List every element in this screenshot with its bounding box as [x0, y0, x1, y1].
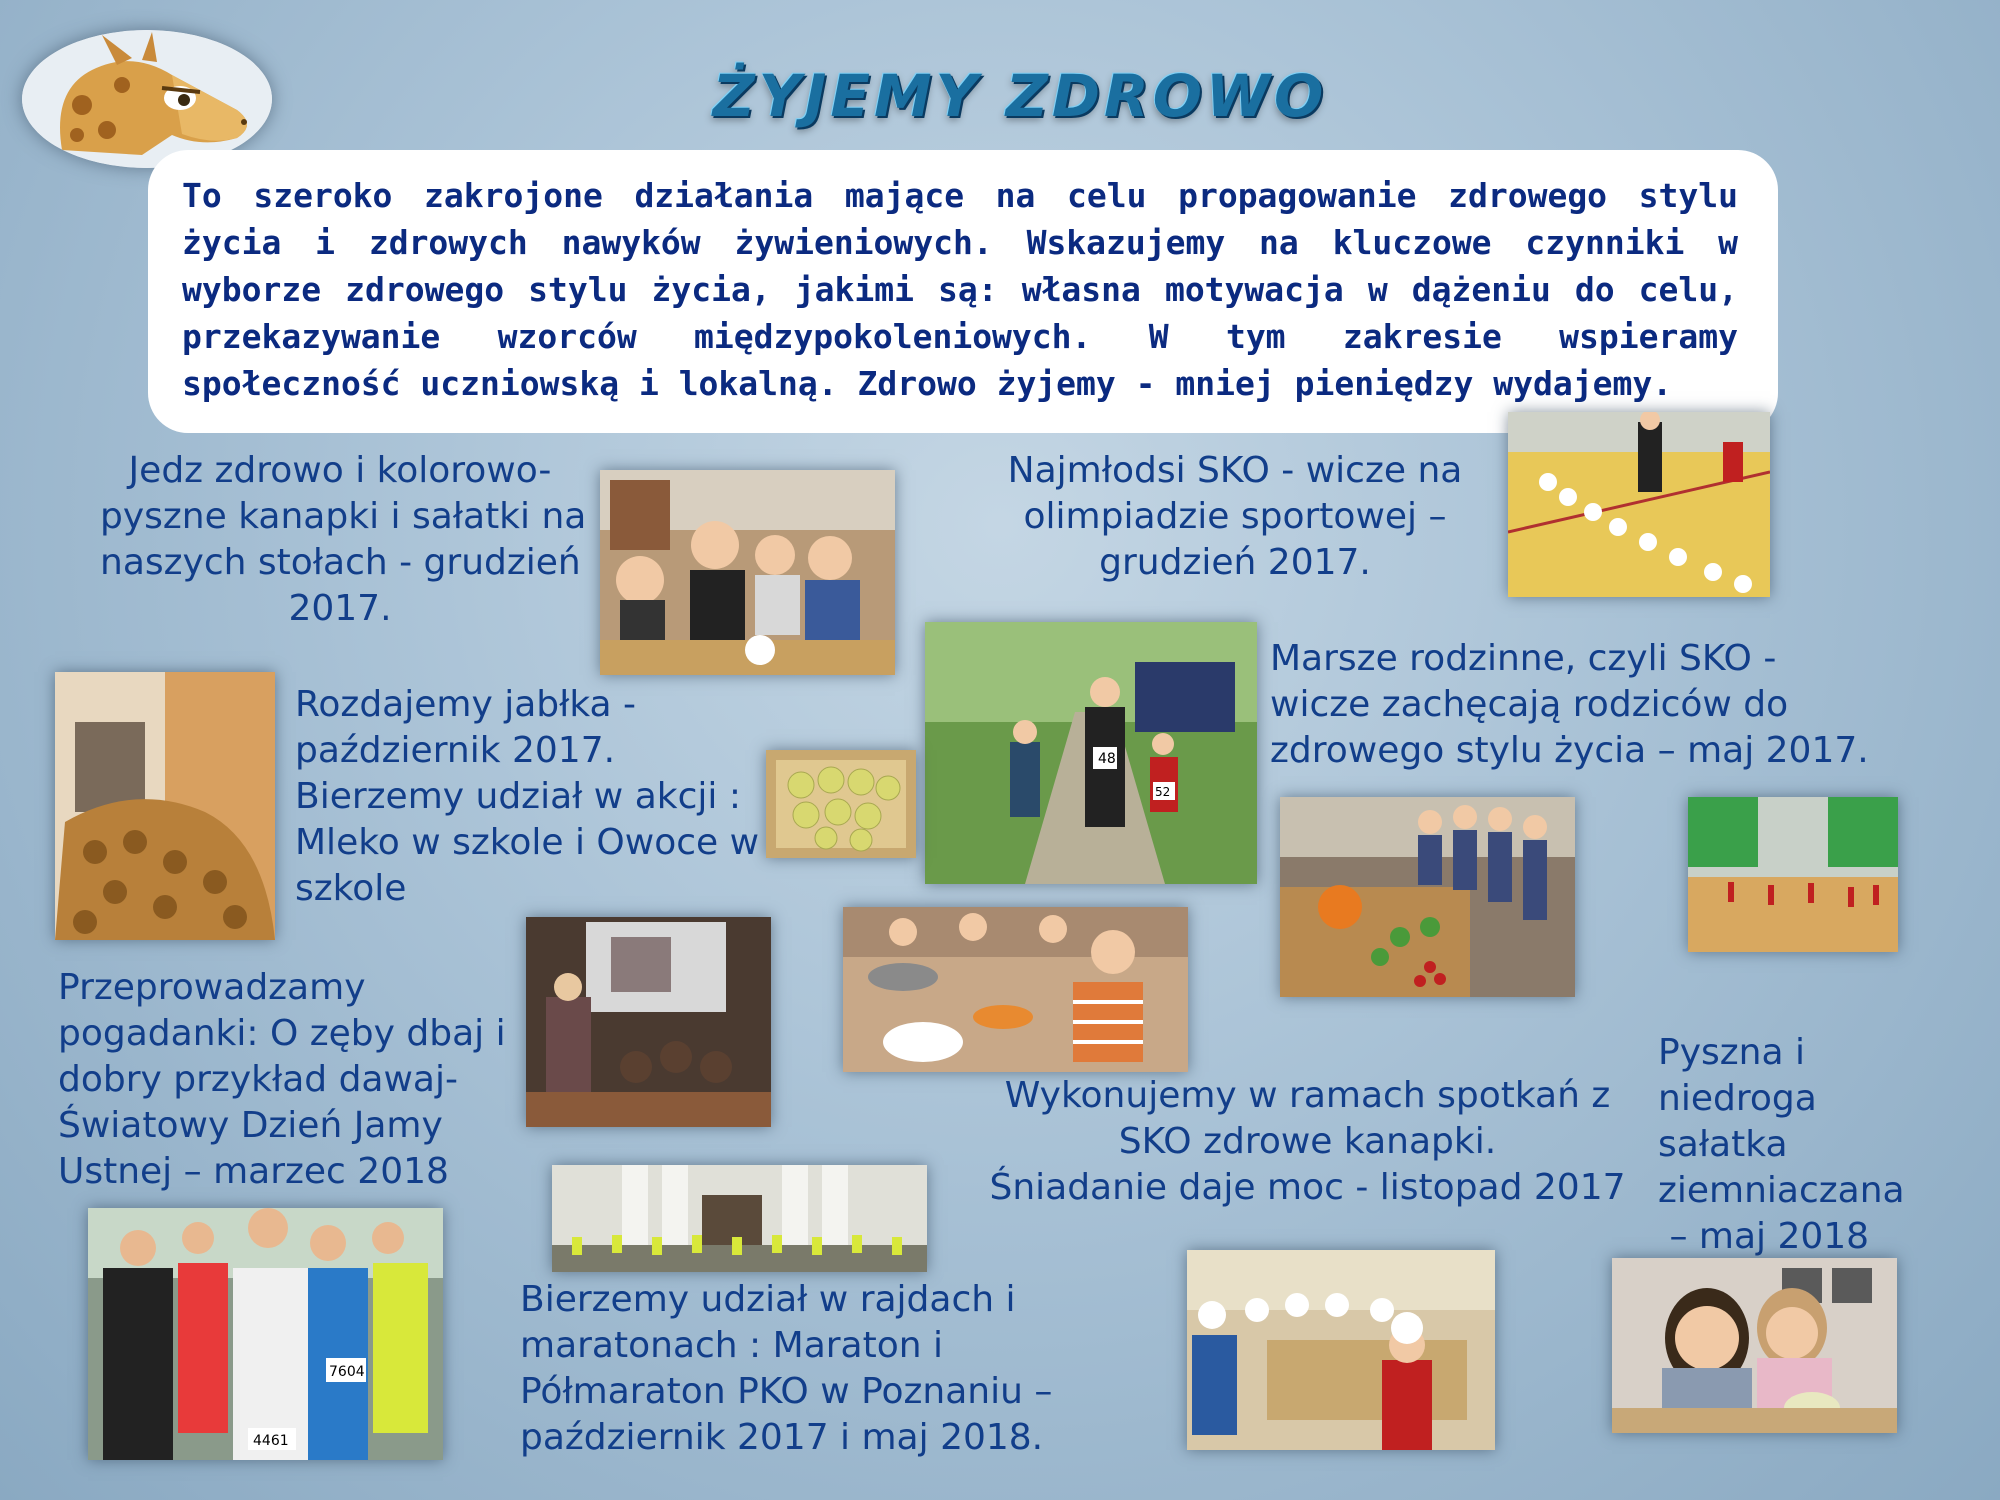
caption-line: grudzień 2017. — [1099, 542, 1371, 583]
caption-line: SKO zdrowe kanapki. — [1118, 1121, 1497, 1162]
caption-line: dobry przykład dawaj- — [58, 1059, 458, 1100]
photo-sports-hall — [1688, 797, 1898, 952]
caption-line: Pyszna i — [1658, 1032, 1805, 1073]
caption-salatka — [1658, 1030, 1988, 1260]
caption-line: niedroga — [1658, 1078, 1817, 1119]
caption-line: szkole — [295, 868, 407, 909]
intro-box — [148, 150, 1778, 433]
caption-line: Rozdajemy jabłka - — [295, 684, 637, 725]
caption-line: Światowy Dzień Jamy — [58, 1105, 443, 1146]
caption-line: 2017. — [288, 588, 392, 629]
bib-52: 52 — [1155, 785, 1171, 799]
caption-line: Półmaraton PKO w Poznaniu – — [520, 1371, 1053, 1412]
caption-jablka — [295, 682, 765, 912]
photo-apple-box — [766, 750, 916, 858]
caption-pogadanki — [58, 965, 518, 1195]
photo-family-march — [925, 622, 1257, 884]
caption-line: wicze zachęcają rodziców do — [1270, 684, 1789, 725]
caption-line: pyszne kanapki i sałatki na — [100, 496, 587, 537]
photo-classroom-talk — [526, 917, 771, 1127]
caption-line: październik 2017. — [295, 730, 616, 771]
runner-bib-2: 4461 — [253, 1433, 289, 1449]
caption-line: Śniadanie daje moc - listopad 2017 — [989, 1167, 1626, 1208]
caption-line: pogadanki: O zęby dbaj i — [58, 1013, 506, 1054]
caption-line: sałatka — [1658, 1124, 1788, 1165]
caption-rajdy — [520, 1277, 1080, 1461]
caption-line: Mleko w szkole i Owoce w — [295, 822, 760, 863]
photo-sandwich-making — [843, 907, 1188, 1072]
photo-girls-salad — [1612, 1258, 1897, 1433]
bib-48: 48 — [1098, 751, 1116, 767]
caption-line: Przeprowadzamy — [58, 967, 366, 1008]
caption-line: naszych stołach - grudzień — [100, 542, 581, 583]
photo-kids-eating — [600, 470, 895, 675]
caption-line: Marsze rodzinne, czyli SKO - — [1270, 638, 1777, 679]
caption-marsze — [1270, 636, 1980, 774]
caption-line: Najmłodsi SKO - wicze na — [1007, 450, 1463, 491]
giraffe-logo — [22, 30, 272, 168]
caption-kanapki — [980, 1073, 1635, 1211]
caption-line: Wykonujemy w ramach spotkań z — [1004, 1075, 1611, 1116]
caption-line: Bierzemy udział w rajdach i — [520, 1279, 1016, 1320]
runner-bib: 7604 — [329, 1364, 365, 1380]
caption-line: październik 2017 i maj 2018. — [520, 1417, 1044, 1458]
photo-kids-chefs — [1187, 1250, 1495, 1450]
caption-line: Bierzemy udział w akcji : — [295, 776, 741, 817]
caption-line: olimpiadzie sportowej – — [1023, 496, 1447, 537]
caption-line: – maj 2018 — [1658, 1216, 1870, 1257]
caption-line: Jedz zdrowo i kolorowo- — [128, 450, 552, 491]
photo-apple-sacks — [55, 672, 275, 940]
caption-line: maratonach : Maraton i — [520, 1325, 944, 1366]
caption-olimpiada — [985, 448, 1485, 586]
photo-gym-olympiad — [1508, 412, 1770, 597]
caption-line: ziemniaczana — [1658, 1170, 1905, 1211]
intro-text: To szeroko zakrojone działania mające na celu propagowanie zdrowego stylu życia i zdrowych nawyków żywieniowych. Wskazujemy na kluczowe czynniki w wyborze zdrowego stylu życia, jakimi są: własna motywacja w dążeniu do celu, przekazywanie wzorców międzypokoleniowych. W tym zakresie wspieramy społeczność uczniowską i lokalną. Zdrowo żyjemy - mniej pieniędzy wydajemy. — [182, 176, 1738, 403]
caption-line: Ustnej – marzec 2018 — [58, 1151, 449, 1192]
caption-line: zdrowego stylu życia – maj 2017. — [1270, 730, 1869, 771]
page-title: ŻYJEMY ZDROWO — [712, 62, 1328, 130]
photo-building-cyclists — [552, 1165, 927, 1272]
caption-jedz-zdrowo — [100, 448, 587, 632]
photo-marathon-runners — [88, 1208, 443, 1460]
photo-vegetables-kids — [1280, 797, 1575, 997]
